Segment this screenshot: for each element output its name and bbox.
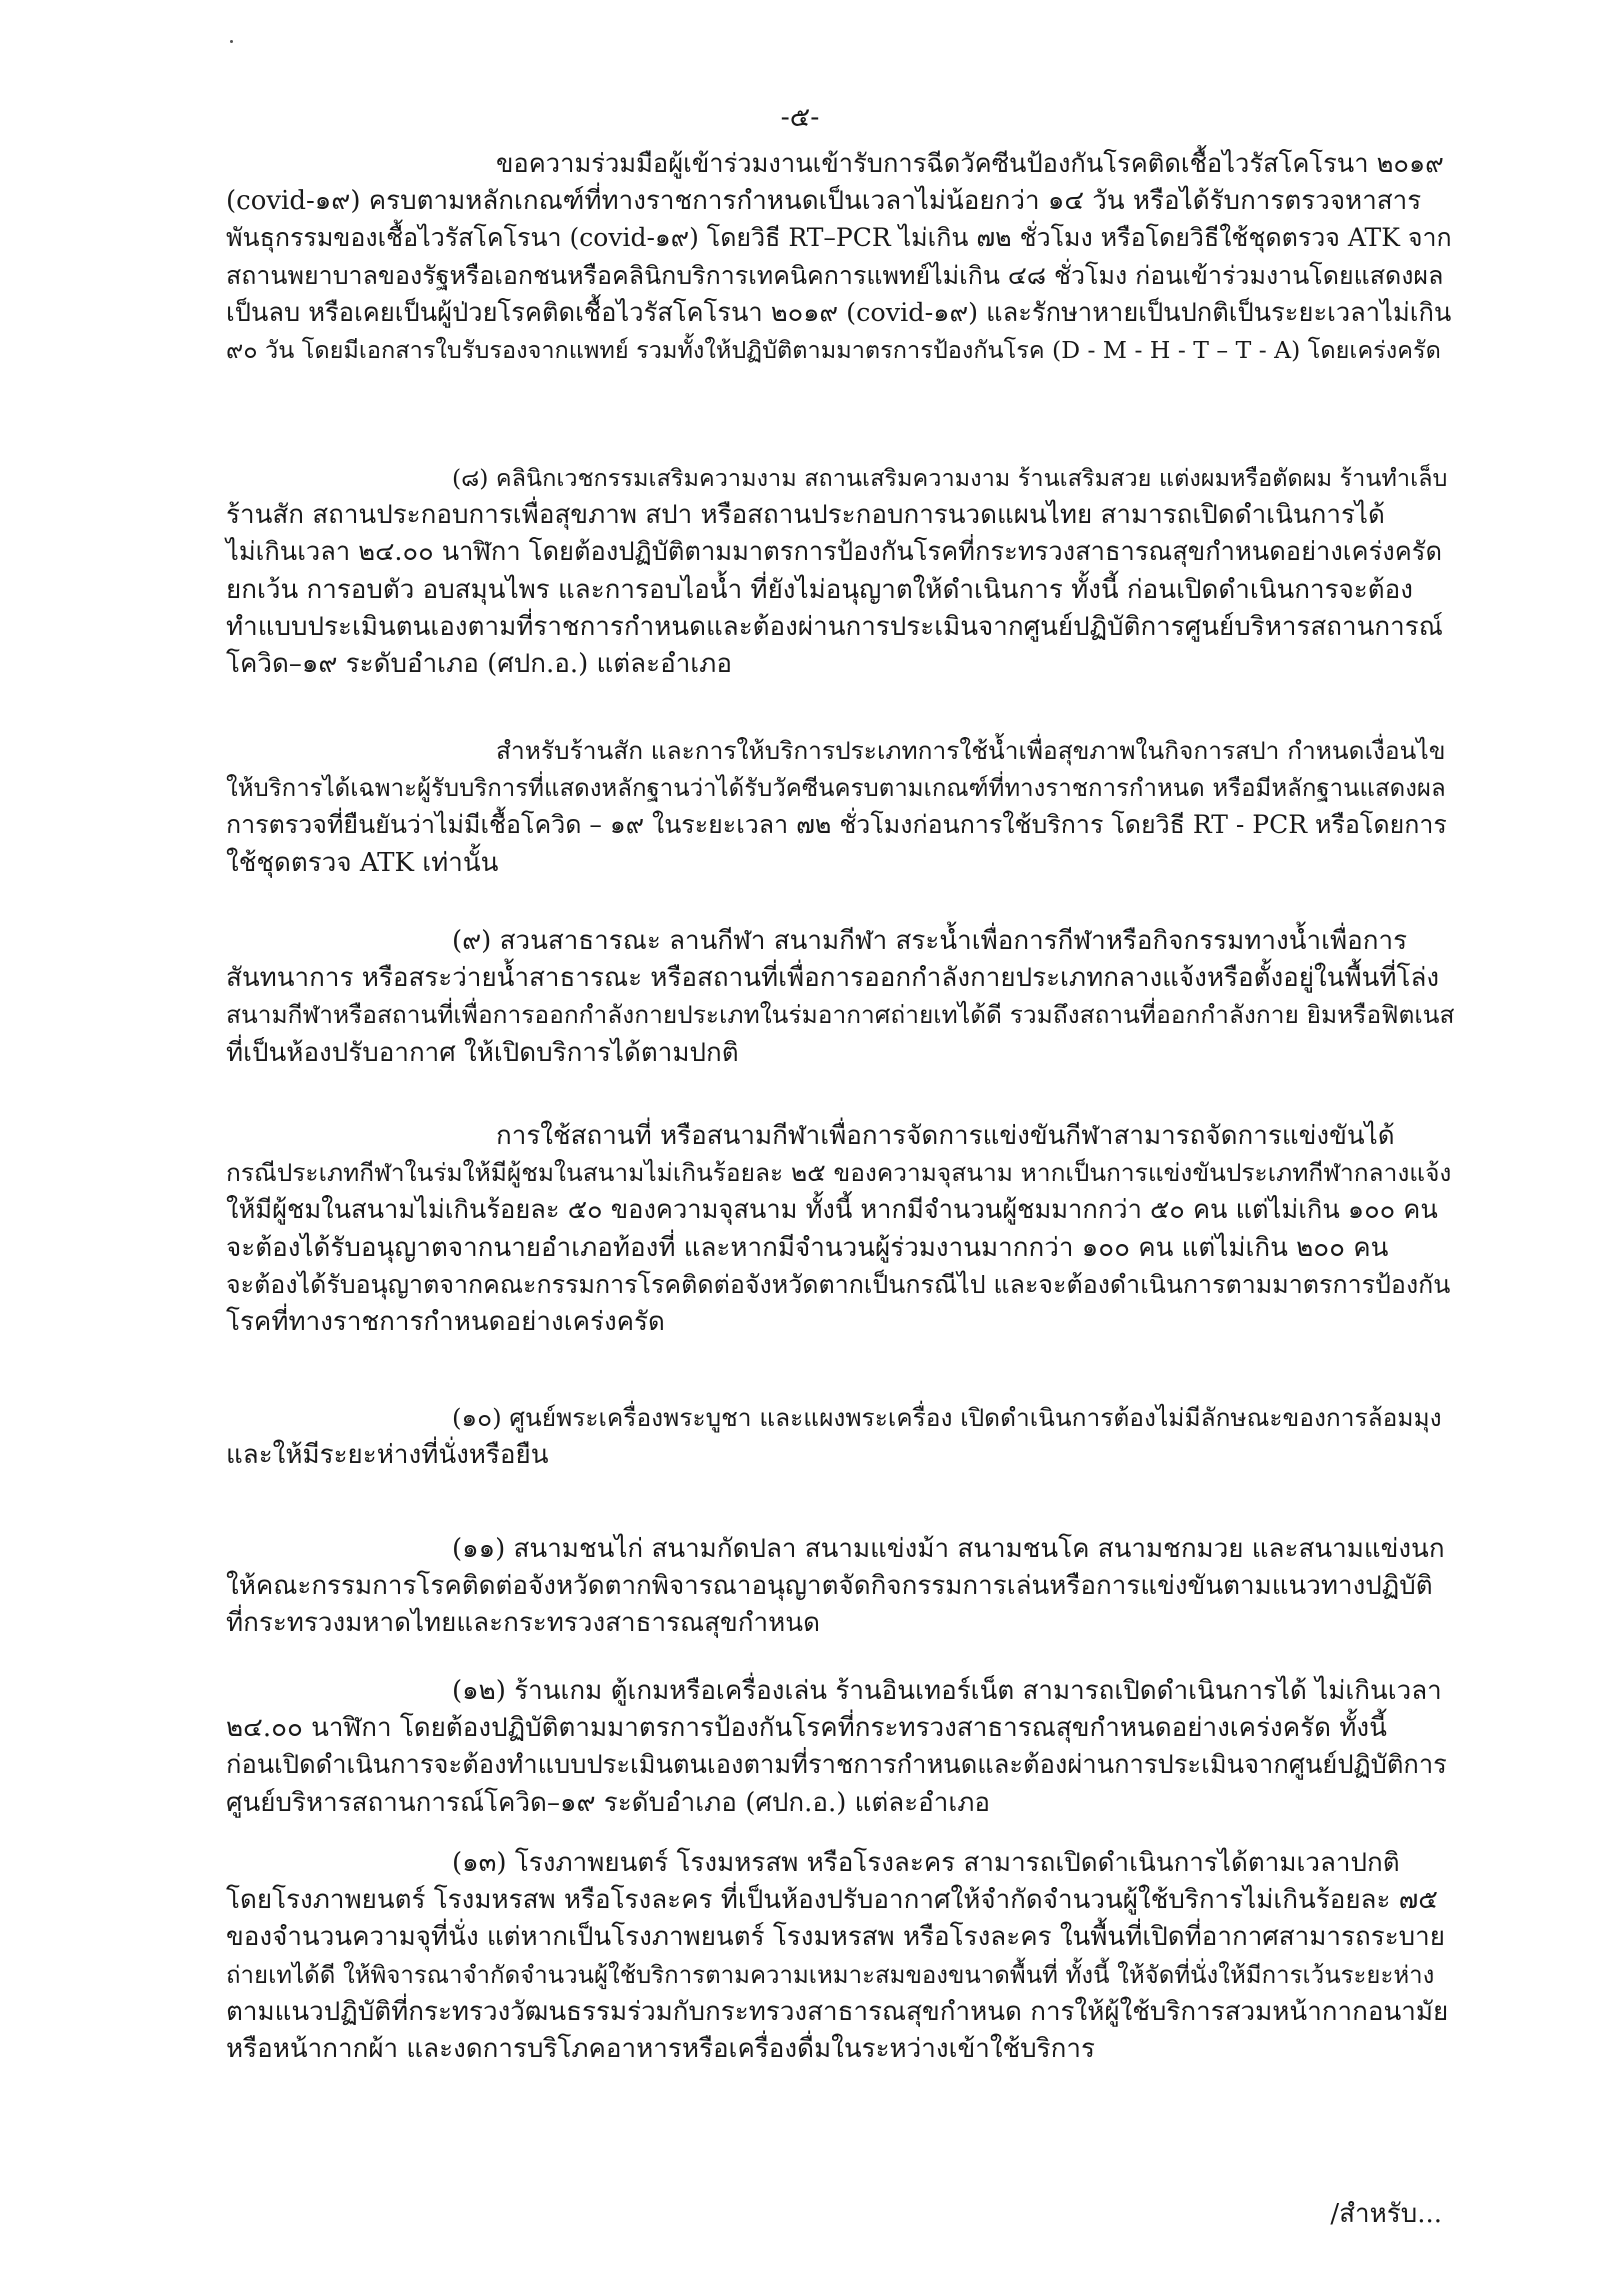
text-line: ให้มีผู้ชมในสนามไม่เกินร้อยละ ๕๐ ของความจุสนาม ทั้งนี้ หากมีจำนวนผู้ชมมากกว่า ๕๐ คน แต่ไม่เกิน ๑๐๐ คน xyxy=(226,1195,1438,1226)
text-line: ใช้ชุดตรวจ ATK เท่านั้น xyxy=(226,847,499,878)
text-line: ร้านสัก สถานประกอบการเพื่อสุขภาพ สปา หรือสถานประกอบการนวดแผนไทย สามารถเปิดดำเนินการได้ xyxy=(226,500,1385,531)
text-line: ที่กระทรวงมหาดไทยและกระทรวงสาธารณสุขกำหนด xyxy=(226,1608,820,1639)
text-line: (๘) คลินิกเวชกรรมเสริมความงาม สถานเสริมความงาม ร้านเสริมสวย แต่งผมหรือตัดผม ร้านทำเล็บ xyxy=(452,464,1448,492)
text-line: สนามกีฬาหรือสถานที่เพื่อการออกกำลังกายประเภทในร่มอากาศถ่ายเทได้ดี รวมถึงสถานที่ออกกำลังกาย ยิมหรือฟิตเนส xyxy=(226,1000,1455,1030)
text-line: ศูนย์บริหารสถานการณ์โควิด–๑๙ ระดับอำเภอ (ศปก.อ.) แต่ละอำเภอ xyxy=(226,1787,991,1818)
text-line: จะต้องได้รับอนุญาตจากนายอำเภอท้องที่ และหากมีจำนวนผู้ร่วมงานมากกว่า ๑๐๐ คน แต่ไม่เกิน ๒๐๐ คน xyxy=(226,1232,1389,1263)
text-line: (๑๐) ศูนย์พระเครื่องพระบูชา และแผงพระเครื่อง เปิดดำเนินการต้องไม่มีลักษณะของการล้อมมุง xyxy=(452,1403,1442,1432)
text-line: ที่เป็นห้องปรับอากาศ ให้เปิดบริการได้ตามปกติ xyxy=(226,1037,739,1068)
text-line: ๙๐ วัน โดยมีเอกสารใบรับรองจากแพทย์ รวมทั้งให้ปฏิบัติตามมาตรการป้องกันโรค (D - M - H - T – T - A) โดยเคร่งครัด xyxy=(226,336,1441,364)
text-line: พันธุกรรมของเชื้อไวรัสโคโรนา (covid-๑๙) โดยวิธี RT–PCR ไม่เกิน ๗๒ ชั่วโมง หรือโดยวิธีใช้ชุดตรวจ ATK จาก xyxy=(226,223,1452,253)
text-line: ถ่ายเทได้ดี ให้พิจารณาจำกัดจำนวนผู้ใช้บริการตามความเหมาะสมของขนาดพื้นที่ ทั้งนี้ ให้จัดที่นั่งให้มีการเว้นระยะห่าง xyxy=(226,1960,1435,1989)
scan-speck xyxy=(230,40,233,43)
text-line: จะต้องได้รับอนุญาตจากคณะกรรมการโรคติดต่อจังหวัดตากเป็นกรณีไป และจะต้องดำเนินการตามมาตรการป้องกัน xyxy=(226,1269,1451,1299)
text-line: (covid-๑๙) ครบตามหลักเกณฑ์ที่ทางราชการกำหนดเป็นเวลาไม่น้อยกว่า ๑๔ วัน หรือได้รับการตรวจหาสาร xyxy=(226,186,1422,217)
text-line: โควิด–๑๙ ระดับอำเภอ (ศปก.อ.) แต่ละอำเภอ xyxy=(226,649,732,679)
text-line: สันทนาการ หรือสระว่ายน้ำสาธารณะ หรือสถานที่เพื่อการออกกำลังกายประเภทกลางแจ้งหรือตั้งอยู่ในพื้นที่โล่ง xyxy=(226,963,1440,994)
text-line: (๙) สวนสาธารณะ ลานกีฬา สนามกีฬา สระน้ำเพื่อการกีฬาหรือกิจกรรมทางน้ำเพื่อการ xyxy=(452,926,1408,956)
text-line: ไม่เกินเวลา ๒๔.๐๐ นาฬิกา โดยต้องปฏิบัติตามมาตรการป้องกันโรคที่กระทรวงสาธารณสุขกำหนดอย่างเคร่งครัด xyxy=(226,537,1443,568)
text-line: ขอความร่วมมือผู้เข้าร่วมงานเข้ารับการฉีดวัคซีนป้องกันโรคติดเชื้อไวรัสโคโรนา ๒๐๑๙ xyxy=(496,149,1444,179)
text-line: ให้บริการได้เฉพาะผู้รับบริการที่แสดงหลักฐานว่าได้รับวัคซีนครบตามเกณฑ์ที่ทางราชการกำหนด หรือมีหลักฐานแสดงผล xyxy=(226,774,1446,803)
continuation-note: /สำหรับ... xyxy=(1330,2199,1442,2229)
text-line: การใช้สถานที่ หรือสนามกีฬาเพื่อการจัดการแข่งขันกีฬาสามารถจัดการแข่งขันได้ xyxy=(496,1121,1395,1151)
text-line: ๒๔.๐๐ นาฬิกา โดยต้องปฏิบัติตามมาตรการป้องกันโรคที่กระทรวงสาธารณสุขกำหนดอย่างเคร่งครัด ทั้งนี้ xyxy=(226,1713,1387,1744)
text-line: หรือหน้ากากผ้า และงดการบริโภคอาหารหรือเครื่องดื่มในระหว่างเข้าใช้บริการ xyxy=(226,2034,1095,2064)
text-line: สำหรับร้านสัก และการให้บริการประเภทการใช้น้ำเพื่อสุขภาพในกิจการสปา กำหนดเงื่อนไข xyxy=(496,736,1446,765)
page-number: -๕- xyxy=(780,102,820,133)
text-line: ของจำนวนความจุที่นั่ง แต่หากเป็นโรงภาพยนตร์ โรงมหรสพ หรือโรงละคร ในพื้นที่เปิดที่อากาศสามารถระบาย xyxy=(226,1922,1445,1953)
text-line: เป็นลบ หรือเคยเป็นผู้ป่วยโรคติดเชื้อไวรัสโคโรนา ๒๐๑๙ (covid-๑๙) และรักษาหายเป็นปกติเป็นระยะเวลาไม่เกิน xyxy=(226,297,1452,328)
text-line: ก่อนเปิดดำเนินการจะต้องทำแบบประเมินตนเองตามที่ราชการกำหนดและต้องผ่านการประเมินจากศูนย์ปฏิบัติการ xyxy=(226,1750,1447,1781)
text-line: ทำแบบประเมินตนเองตามที่ราชการกำหนดและต้องผ่านการประเมินจากศูนย์ปฏิบัติการศูนย์บริหารสถานการณ์ xyxy=(226,611,1443,642)
text-line: กรณีประเภทกีฬาในร่มให้มีผู้ชมในสนามไม่เกินร้อยละ ๒๕ ของความจุสนาม หากเป็นการแข่งขันประเภทกีฬากลางแจ้ง xyxy=(226,1158,1452,1188)
text-line: และให้มีระยะห่างที่นั่งหรือยืน xyxy=(226,1440,549,1471)
text-line: โดยโรงภาพยนตร์ โรงมหรสพ หรือโรงละคร ที่เป็นห้องปรับอากาศให้จำกัดจำนวนผู้ใช้บริการไม่เกินร้อยละ ๗๕ xyxy=(226,1885,1438,1916)
text-line: ยกเว้น การอบตัว อบสมุนไพร และการอบไอน้ำ ที่ยังไม่อนุญาตให้ดำเนินการ ทั้งนี้ ก่อนเปิดดำเนินการจะต้อง xyxy=(226,574,1413,605)
text-line: (๑๑) สนามชนไก่ สนามกัดปลา สนามแข่งม้า สนามชนโค สนามชกมวย และสนามแข่งนก xyxy=(452,1534,1445,1564)
text-line: สถานพยาบาลของรัฐหรือเอกชนหรือคลินิกบริการเทคนิคการแพทย์ไม่เกิน ๔๘ ชั่วโมง ก่อนเข้าร่วมงานโดยแสดงผล xyxy=(226,260,1444,290)
text-line: ตามแนวปฏิบัติที่กระทรวงวัฒนธรรมร่วมกับกระทรวงสาธารณสุขกำหนด การให้ผู้ใช้บริการสวมหน้ากากอนามัย xyxy=(226,1996,1449,2027)
text-line: ให้คณะกรรมการโรคติดต่อจังหวัดตากพิจารณาอนุญาตจัดกิจกรรมการเล่นหรือการแข่งขันตามแนวทางปฏิบัติ xyxy=(226,1571,1433,1602)
text-line: (๑๓) โรงภาพยนตร์ โรงมหรสพ หรือโรงละคร สามารถเปิดดำเนินการได้ตามเวลาปกติ xyxy=(452,1848,1400,1878)
text-line: โรคที่ทางราชการกำหนดอย่างเคร่งครัด xyxy=(226,1307,665,1337)
text-line: (๑๒) ร้านเกม ตู้เกมหรือเครื่องเล่น ร้านอินเทอร์เน็ต สามารถเปิดดำเนินการได้ ไม่เกินเวลา xyxy=(452,1676,1442,1706)
text-line: การตรวจที่ยืนยันว่าไม่มีเชื้อโควิด – ๑๙ ในระยะเวลา ๗๒ ชั่วโมงก่อนการใช้บริการ โดยวิธี RT - PCR หรือโดยการ xyxy=(226,810,1447,840)
